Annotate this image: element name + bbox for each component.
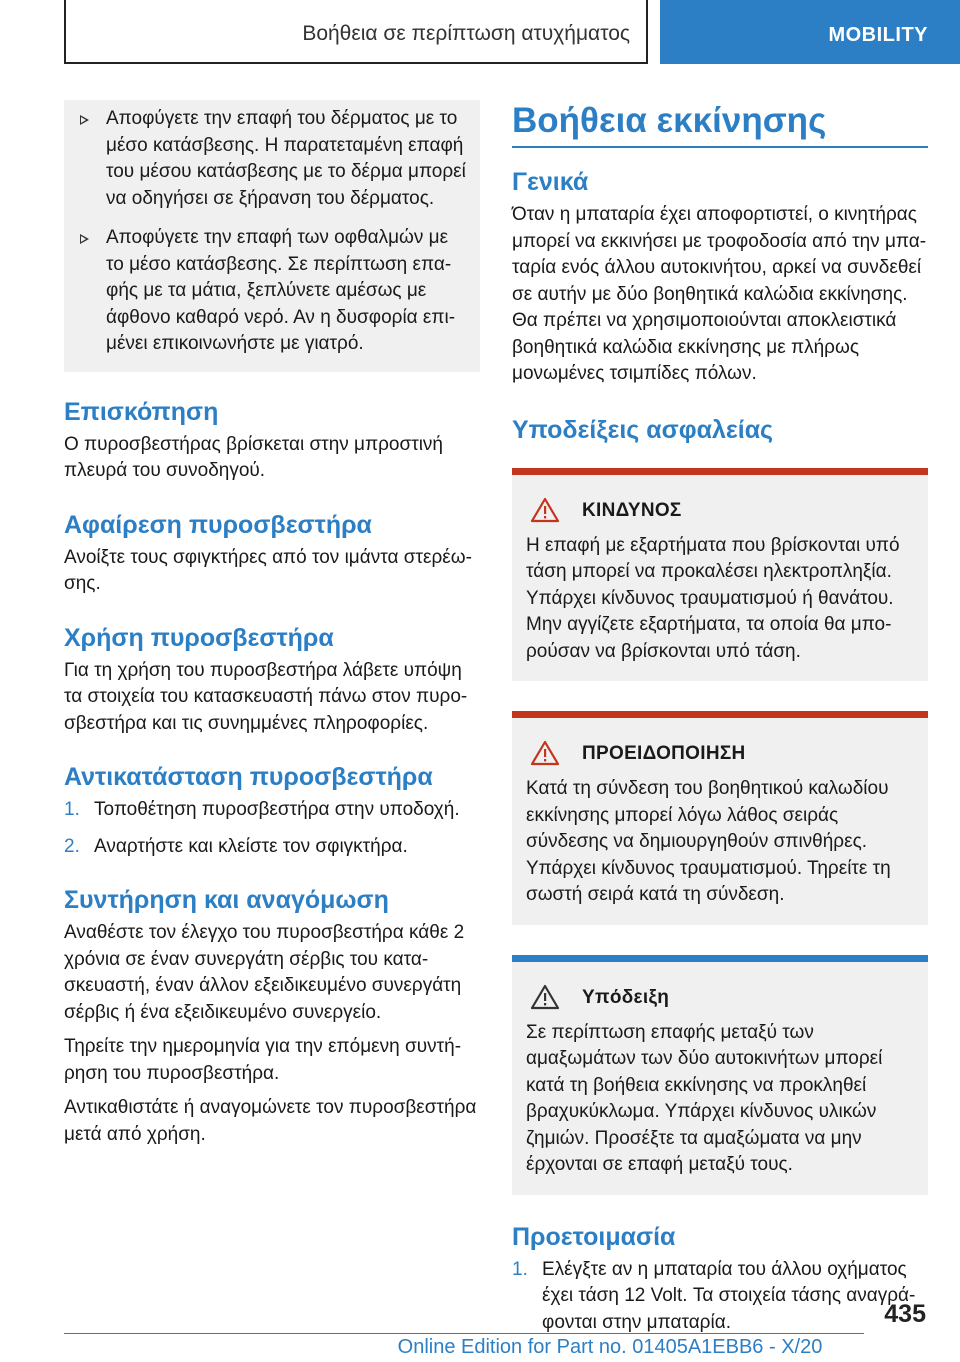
overview-text: Ο πυροσβεστήρας βρίσκεται στην μπροστινή πλευρά του συνοδηγού.	[64, 433, 443, 481]
usage-text: Για τη χρήση του πυροσβεστήρα λάβετε υπόψη τα στοιχεία του κατασκευαστή πάνω στον πυροσβεστήρα και τις συνημμένες πληροφορίες.	[64, 659, 468, 734]
chapter-tab-label: MOBILITY	[828, 24, 928, 46]
footer-rule	[64, 1333, 864, 1334]
list-item	[512, 1257, 928, 1337]
usage-section	[64, 622, 480, 738]
warning-label: ΠΡΟΕΙΔΟΠΟΙΗΣΗ	[582, 743, 746, 764]
list-item	[78, 106, 466, 212]
extinguisher-cautions-box	[64, 100, 480, 372]
overview-section	[64, 396, 480, 485]
jump-start-heading: Βοήθεια εκκίνησης	[512, 101, 827, 140]
warning-triangle-icon	[530, 740, 560, 766]
step-number: 1.	[64, 799, 80, 820]
step-text: Ελέγξτε αν η μπαταρία του άλλου οχήματος έχει τάση 12 Volt. Τα στοιχεία τάσης αναγράφονται στην μπαταρία.	[542, 1258, 916, 1333]
safety-heading: Υποδείξεις ασφαλείας	[512, 415, 774, 444]
maintenance-heading: Συντήρηση και αναγόμωση	[64, 886, 389, 914]
danger-box	[512, 468, 928, 682]
page-header	[0, 0, 960, 66]
page-number: 435	[884, 1300, 926, 1328]
notice-text: Σε περίπτωση επαφής μεταξύ των αμαξωμάτων των δύο αυτοκινήτων μπορεί κατά τη βοήθεια εκκίνησης να προκληθεί βραχυκύκλωμα. Υπάρχει κίνδυνος υλικών ζημιών. Προσέξτε τα αμαξώματα να μην έρχονται σε επαφή μεταξύ τους.	[526, 1021, 883, 1175]
maintenance-section	[64, 884, 480, 1148]
list-item	[64, 797, 480, 824]
preparation-steps	[512, 1257, 928, 1337]
warning-header	[526, 740, 914, 768]
danger-text: Η επαφή με εξαρτήματα που βρίσκονται υπό τάση μπορεί να προκαλέσει ηλεκτροπληξία. Υπάρχει κίνδυνος τραυματισμού ή θανάτου. Μην αγγίζετε εξαρτήματα, τα οποία θα μπορούσαν να βρίσκονται υπό τάση.	[526, 534, 900, 662]
danger-label: ΚΙΝΔΥΝΟΣ	[582, 499, 682, 521]
edition-footer: Online Edition for Part no. 01405A1EBB6 - X/20	[397, 1336, 823, 1358]
warning-text: Κατά τη σύνδεση του βοηθητικού καλωδίου εκκίνησης μπορεί λόγω λάθος σειράς σύνδεσης να δημιουργηθούν σπινθήρες. Υπάρχει κίνδυνος τραυματισμού. Τηρείτε τη σωστή σειρά κατά τη σύνδεση.	[526, 778, 891, 905]
right-column	[512, 100, 928, 1346]
section-title: Βοήθεια σε περίπτωση ατυχήματος	[302, 22, 630, 45]
notice-label: Υπόδειξη	[582, 986, 670, 1008]
list-item	[64, 834, 480, 861]
danger-header	[526, 497, 914, 525]
maintenance-text: Αναθέστε τον έλεγχο του πυροσβεστήρα κάθε 2 χρόνια σε έναν συνεργάτη σέρβις του κατασκευαστή, έναν άλλον εξειδικευμένο συνεργάτη σέρβις ή ένα εξειδικευμένο συνεργείο.	[64, 922, 465, 1023]
notice-box	[512, 955, 928, 1195]
replacement-steps	[64, 797, 480, 860]
general-heading: Γενικά	[512, 168, 589, 196]
replacement-section	[64, 761, 480, 860]
bullet-text: Αποφύγετε την επαφή του δέρματος με το μέσο κατάσβεσης. Η παρατεταμένη επαφή του μέσου κατάσβεσης με το δέρμα μπορεί να οδηγήσει σε ξήρανση του δέρματος.	[106, 108, 466, 209]
bullet-text: Αποφύγετε την επαφή των οφθαλμών με το μέσο κατάσβεσης. Σε περίπτωση επαφής με τα μάτια, ξεπλύνετε αμέσως με άφθονο καθαρό νερό. Αν η δυσφορία επιμένει επικοινωνήστε με γιατρό.	[106, 227, 456, 354]
chapter-heading-rule	[512, 100, 928, 148]
step-text: Αναρτήστε και κλείστε τον σφιγκτήρα.	[94, 835, 408, 857]
replacement-heading: Αντικατάσταση πυροσβεστήρα	[64, 763, 433, 791]
maintenance-text: Τηρείτε την ημερομηνία για την επόμενη συντήρηση του πυροσβεστήρα.	[64, 1036, 462, 1084]
list-item	[78, 225, 466, 358]
removal-heading: Αφαίρεση πυροσβεστήρα	[64, 510, 372, 539]
triangle-bullet-icon	[80, 234, 89, 244]
triangle-bullet-icon	[80, 115, 89, 125]
overview-heading: Επισκόπηση	[64, 397, 219, 426]
notice-header	[526, 984, 914, 1012]
general-text: Όταν η μπαταρία έχει αποφορτιστεί, ο κινητήρας μπορεί να εκκινήσει με τροφοδοσία από την μπαταρία ενός άλλου αυτοκινήτου, αρκεί να συνδεθεί σε αυτήν με δύο βοηθητικά καλώδια εκκίνησης. Θα πρέπει να χρησιμοποιούνται αποκλειστικά βοηθητικά καλώδια εκκίνησης με πλήρως μονωμένες τσιμπίδες πόλων.	[512, 204, 927, 384]
step-number: 1.	[512, 1258, 528, 1280]
step-text: Τοποθέτηση πυροσβεστήρα στην υποδοχή.	[94, 799, 460, 820]
removal-section	[64, 509, 480, 598]
chapter-tab	[660, 0, 960, 64]
maintenance-text: Αντικαθιστάτε ή αναγομώνετε τον πυροσβεστήρα μετά από χρήση.	[64, 1097, 477, 1145]
step-number: 2.	[64, 835, 80, 857]
warning-triangle-icon	[530, 984, 560, 1010]
left-column	[64, 100, 480, 1148]
preparation-heading: Προετοιμασία	[512, 1222, 676, 1251]
warning-triangle-icon	[530, 497, 560, 523]
usage-heading: Χρήση πυροσβεστήρα	[64, 623, 334, 652]
removal-text: Ανοίξτε τους σφιγκτήρες από τον ιμάντα στερέωσης.	[64, 546, 472, 594]
warning-box	[512, 711, 928, 925]
